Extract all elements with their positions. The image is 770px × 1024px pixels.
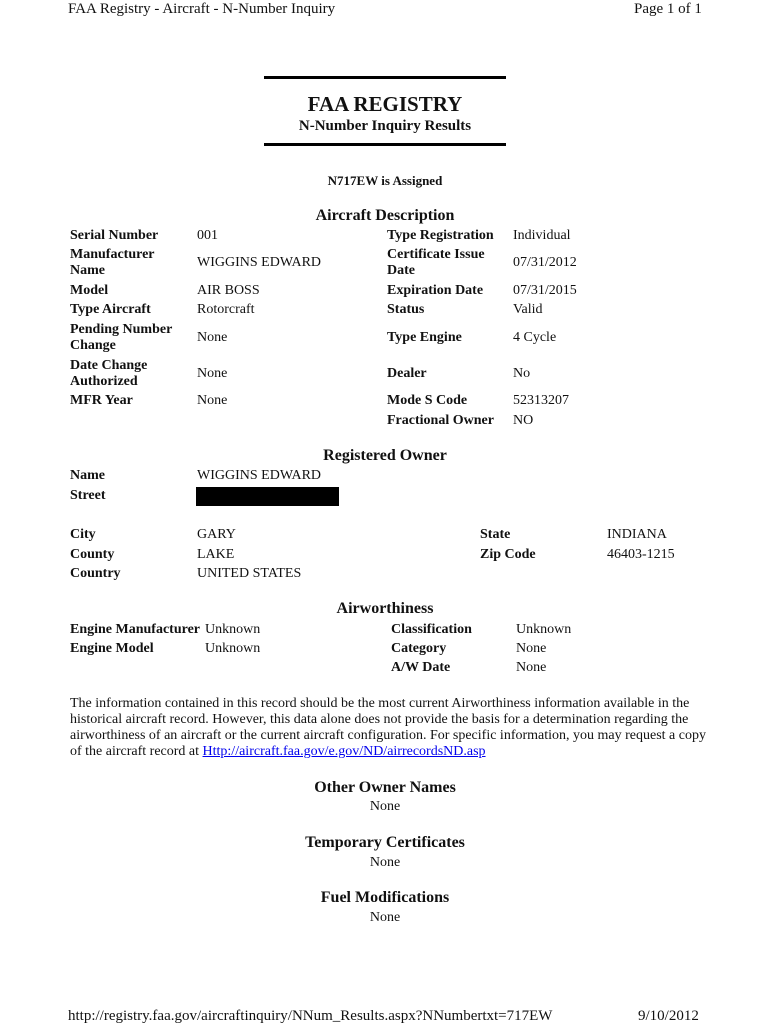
value-date-change-authorized: None bbox=[197, 366, 228, 381]
label-county: County bbox=[70, 547, 115, 562]
value-certificate-issue-date: 07/31/2012 bbox=[513, 255, 577, 270]
print-header-title: FAA Registry - Aircraft - N-Number Inquiry bbox=[68, 1, 336, 17]
label-engine-model: Engine Model bbox=[70, 641, 154, 656]
label-mfr-year: MFR Year bbox=[70, 393, 133, 408]
section-title-airworthiness: Airworthiness bbox=[336, 600, 434, 617]
label-fractional-owner: Fractional Owner bbox=[387, 413, 494, 428]
value-pending-number-change: None bbox=[197, 330, 228, 345]
page-title: FAA REGISTRY bbox=[307, 92, 463, 116]
value-aw-date: None bbox=[516, 660, 547, 675]
label-serial-number: Serial Number bbox=[70, 228, 159, 243]
value-expiration-date: 07/31/2015 bbox=[513, 283, 577, 298]
label-certificate-issue-date: Certificate Issue Date bbox=[387, 247, 485, 278]
label-classification: Classification bbox=[391, 622, 472, 637]
assignment-status: N717EW is Assigned bbox=[327, 173, 443, 188]
label-owner-name: Name bbox=[70, 468, 105, 483]
value-engine-manufacturer: Unknown bbox=[205, 622, 261, 637]
airworthiness-disclaimer-text: The information contained in this record should be the most current Airworthiness information available in the historical aircraft record. However, this data alone does not provide the basis for a determination regarding the airworthiness of an aircraft or the current aircraft configuration. For specific information, you may request a copy of the aircraft record at bbox=[70, 696, 706, 759]
label-mode-s-code: Mode S Code bbox=[387, 393, 468, 408]
value-owner-name: WIGGINS EDWARD bbox=[197, 468, 322, 483]
label-aw-date: A/W Date bbox=[391, 660, 451, 675]
value-engine-model: Unknown bbox=[205, 641, 261, 656]
label-type-engine: Type Engine bbox=[387, 330, 462, 345]
value-model: AIR BOSS bbox=[197, 283, 260, 298]
value-zip-code: 46403-1215 bbox=[607, 547, 675, 562]
aircraft-records-link[interactable]: Http://aircraft.faa.gov/e.gov/ND/airrecordsND.asp bbox=[202, 744, 486, 759]
label-category: Category bbox=[391, 641, 447, 656]
label-pending-number-change: Pending Number Change bbox=[70, 322, 173, 353]
label-street: Street bbox=[70, 488, 106, 503]
print-footer-date: 9/10/2012 bbox=[638, 1008, 699, 1024]
section-title-temp-certs: Temporary Certificates bbox=[305, 834, 465, 851]
label-expiration-date: Expiration Date bbox=[387, 283, 484, 298]
print-footer-url: http://registry.faa.gov/aircraftinquiry/NNum_Results.aspx?NNumbertxt=717EW bbox=[68, 1008, 553, 1024]
value-fractional-owner: NO bbox=[513, 413, 534, 428]
value-country: UNITED STATES bbox=[197, 566, 302, 581]
label-type-registration: Type Registration bbox=[387, 228, 494, 243]
label-engine-manufacturer: Engine Manufacturer bbox=[70, 622, 201, 637]
label-date-change-authorized: Date Change Authorized bbox=[70, 358, 148, 389]
value-status: Valid bbox=[513, 302, 543, 317]
label-zip-code: Zip Code bbox=[480, 547, 536, 562]
label-city: City bbox=[70, 527, 96, 542]
value-category: None bbox=[516, 641, 547, 656]
section-title-owner: Registered Owner bbox=[323, 447, 447, 464]
value-manufacturer-name: WIGGINS EDWARD bbox=[197, 255, 322, 270]
label-model: Model bbox=[70, 283, 109, 298]
value-dealer: No bbox=[513, 366, 531, 381]
title-bottom-rule bbox=[264, 143, 506, 146]
label-status: Status bbox=[387, 302, 425, 317]
value-fuel-mods: None bbox=[369, 910, 401, 925]
title-top-rule bbox=[264, 76, 506, 79]
airworthiness-disclaimer bbox=[70, 696, 710, 760]
value-type-registration: Individual bbox=[513, 228, 571, 243]
print-header-page: Page 1 of 1 bbox=[634, 1, 702, 17]
label-state: State bbox=[480, 527, 511, 542]
value-temp-certs: None bbox=[369, 855, 401, 870]
label-type-aircraft: Type Aircraft bbox=[70, 302, 151, 317]
value-classification: Unknown bbox=[516, 622, 572, 637]
value-city: GARY bbox=[197, 527, 236, 542]
value-type-engine: 4 Cycle bbox=[513, 330, 557, 345]
value-state: INDIANA bbox=[607, 527, 667, 542]
page-subtitle: N-Number Inquiry Results bbox=[298, 118, 472, 134]
section-title-other-owners: Other Owner Names bbox=[314, 779, 456, 796]
label-manufacturer-name: Manufacturer Name bbox=[70, 247, 155, 278]
value-serial-number: 001 bbox=[197, 228, 218, 243]
section-title-fuel-mods: Fuel Modifications bbox=[320, 889, 450, 906]
value-other-owners: None bbox=[369, 799, 401, 814]
label-dealer: Dealer bbox=[387, 366, 427, 381]
value-type-aircraft: Rotorcraft bbox=[197, 302, 255, 317]
value-county: LAKE bbox=[197, 547, 235, 562]
street-redaction-block bbox=[196, 487, 339, 506]
label-country: Country bbox=[70, 566, 121, 581]
value-mfr-year: None bbox=[197, 393, 228, 408]
section-title-aircraft: Aircraft Description bbox=[315, 207, 455, 224]
value-mode-s-code: 52313207 bbox=[513, 393, 569, 408]
